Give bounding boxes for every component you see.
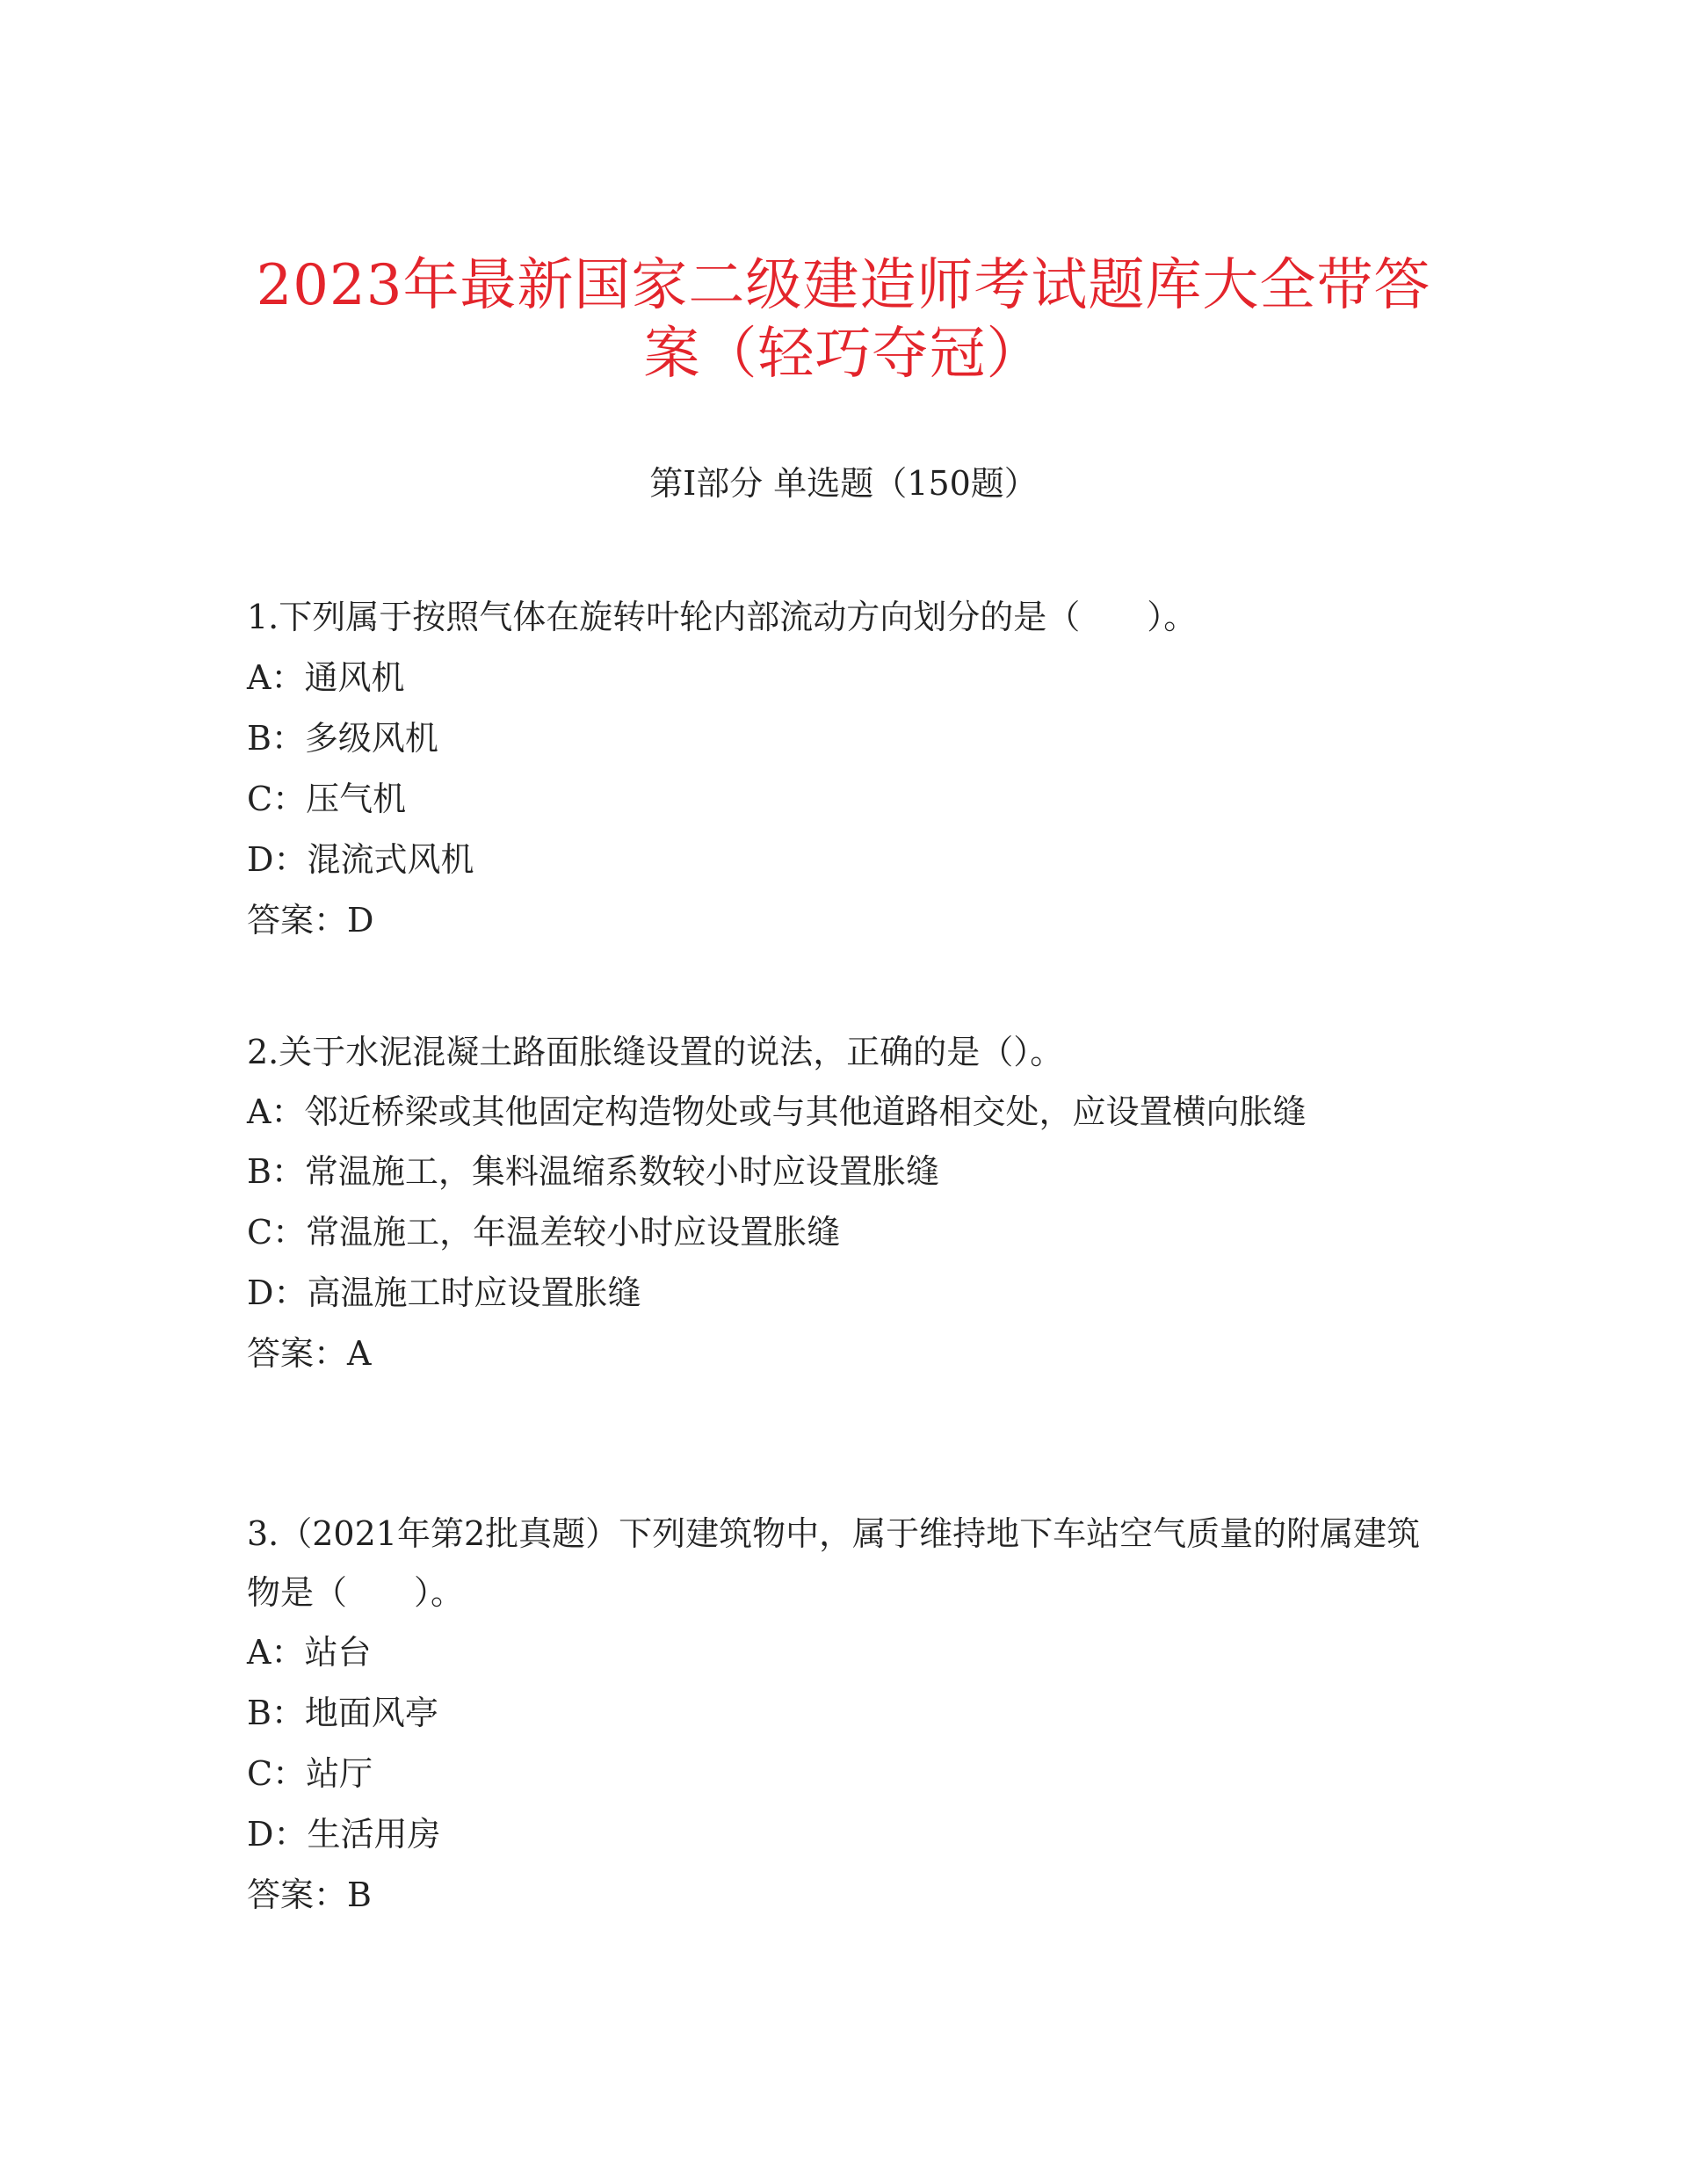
question-3: [247, 1505, 1424, 1926]
answer: 答案：B: [247, 1876, 372, 1914]
section-heading: 第I部分 单选题（150题）: [649, 464, 1038, 503]
question-1: [247, 587, 1424, 951]
question-2: [247, 1022, 1424, 1384]
document-title: 2023年最新国家二级建造师考试题库大全带答案（轻巧夺冠）: [256, 253, 1431, 387]
option-a: A：邻近桥梁或其他固定构造物处或与其他道路相交处，应设置横向胀缝: [247, 1092, 1307, 1131]
option-c: C：常温施工，年温差较小时应设置胀缝: [247, 1213, 841, 1252]
question-stem: 3.（2021年第2批真题）下列建筑物中，属于维持地下车站空气质量的附属建筑物是（ ）。: [247, 1514, 1421, 1612]
option-c: C：站厅: [247, 1754, 373, 1793]
question-stem: 1.下列属于按照气体在旋转叶轮内部流动方向划分的是（ ）。: [247, 598, 1198, 636]
option-c: C：压气机: [247, 780, 407, 818]
option-b: B：多级风机: [247, 719, 438, 758]
option-d: D：混流式风机: [247, 840, 474, 879]
answer: 答案：A: [247, 1334, 372, 1373]
option-a: A：站台: [247, 1633, 372, 1672]
option-d: D：高温施工时应设置胀缝: [247, 1273, 641, 1312]
option-a: A：通风机: [247, 658, 405, 697]
option-b: B：常温施工，集料温缩系数较小时应设置胀缝: [247, 1152, 939, 1191]
question-stem: 2.关于水泥混凝土路面胀缝设置的说法，正确的是（）。: [247, 1033, 1064, 1071]
option-b: B：地面风亭: [247, 1694, 438, 1732]
option-d: D：生活用房: [247, 1815, 441, 1854]
answer: 答案：D: [247, 901, 374, 940]
